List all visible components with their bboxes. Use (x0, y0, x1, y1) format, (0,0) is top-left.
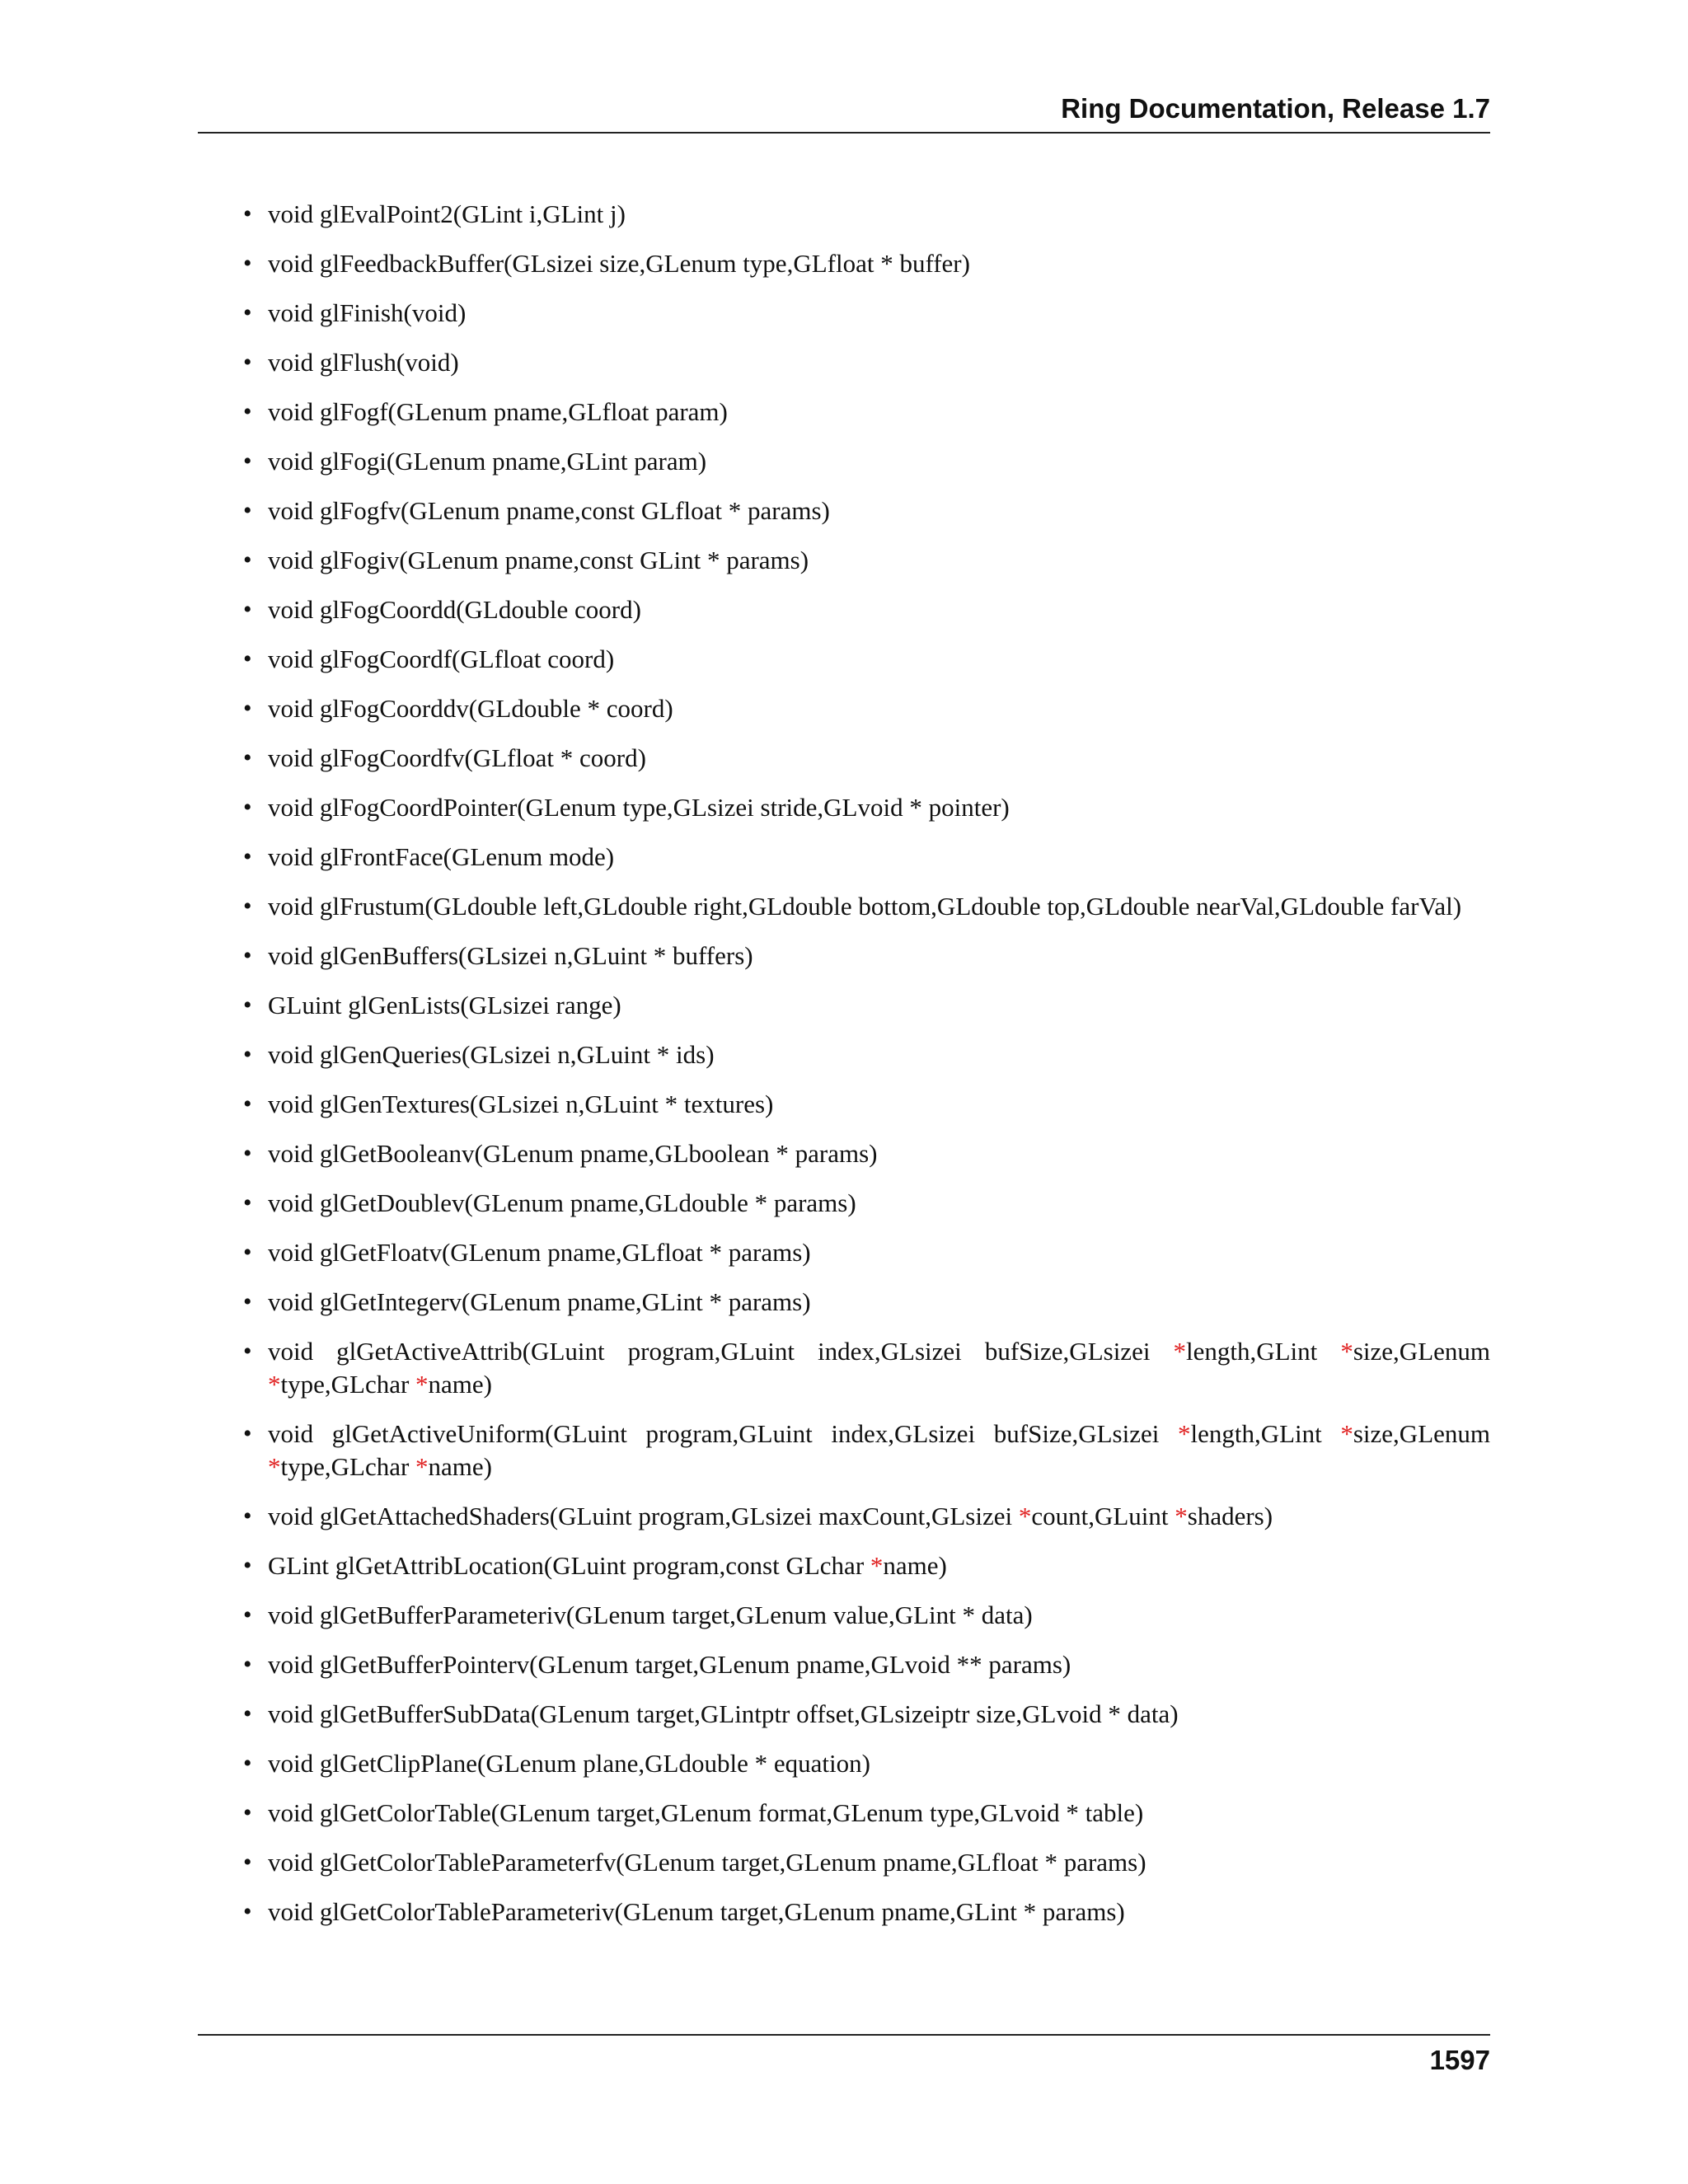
signature-text: count,GLuint (1031, 1502, 1175, 1530)
function-signature-item (268, 1599, 1490, 1632)
function-signature-item (268, 742, 1490, 775)
function-signature-item (268, 1418, 1490, 1483)
signature-text: void glFogCoorddv(GLdouble * coord) (268, 694, 673, 723)
function-signature-item (268, 1549, 1490, 1582)
pointer-star-highlight: * (268, 1370, 281, 1399)
pointer-star-highlight: * (415, 1370, 429, 1399)
signature-text: GLuint glGenLists(GLsizei range) (268, 991, 621, 1019)
function-signature-item (268, 890, 1490, 923)
signature-text: void glGenTextures(GLsizei n,GLuint * textures) (268, 1090, 774, 1118)
function-list (268, 198, 1490, 1945)
signature-text: void glFeedbackBuffer(GLsizei size,GLenum type,GLfloat * buffer) (268, 249, 970, 278)
signature-text: void glFogCoordf(GLfloat coord) (268, 644, 615, 673)
document-title: Ring Documentation, Release 1.7 (1061, 93, 1490, 124)
function-signature-item (268, 1500, 1490, 1533)
signature-text: void glFogCoordPointer(GLenum type,GLsizei stride,GLvoid * pointer) (268, 793, 1010, 822)
function-signature-item (268, 1797, 1490, 1830)
signature-text: void glGetBooleanv(GLenum pname,GLboolean * params) (268, 1139, 878, 1168)
function-signature-item (268, 1698, 1490, 1731)
signature-text: size,GLenum (1353, 1419, 1490, 1448)
signature-text: void glGetIntegerv(GLenum pname,GLint * params) (268, 1287, 811, 1316)
function-signature-item (268, 1747, 1490, 1780)
signature-text: void glGetColorTableParameteriv(GLenum target,GLenum pname,GLint * params) (268, 1897, 1125, 1926)
signature-text: void glGetColorTableParameterfv(GLenum target,GLenum pname,GLfloat * params) (268, 1848, 1146, 1877)
signature-text: shaders) (1187, 1502, 1273, 1530)
pointer-star-highlight: * (1018, 1502, 1032, 1530)
function-signature-item (268, 791, 1490, 824)
function-signature-item (268, 396, 1490, 429)
pointer-star-highlight: * (1173, 1337, 1186, 1366)
signature-text: length,GLint (1186, 1337, 1341, 1366)
signature-text: void glFogCoordfv(GLfloat * coord) (268, 743, 646, 772)
signature-text: void glGetClipPlane(GLenum plane,GLdouble * equation) (268, 1749, 870, 1778)
pointer-star-highlight: * (415, 1452, 429, 1481)
signature-text: void glFogCoordd(GLdouble coord) (268, 595, 641, 624)
function-signature-item (268, 1137, 1490, 1170)
page-number: 1597 (1429, 2045, 1490, 2075)
function-signature-item (268, 1896, 1490, 1929)
signature-text: GLint glGetAttribLocation(GLuint program,const GLchar (268, 1551, 870, 1580)
function-signature-item (268, 494, 1490, 527)
signature-text: size,GLenum (1353, 1337, 1490, 1366)
function-signature-item (268, 593, 1490, 626)
function-signature-item (268, 643, 1490, 676)
pointer-star-highlight: * (1175, 1502, 1188, 1530)
page-footer (198, 2034, 1490, 2075)
signature-text: void glGetDoublev(GLenum pname,GLdouble * params) (268, 1188, 856, 1217)
signature-text: void glFogfv(GLenum pname,const GLfloat * params) (268, 496, 830, 525)
function-signature-item (268, 1335, 1490, 1401)
signature-text: void glGetActiveAttrib(GLuint program,GLuint index,GLsizei bufSize,GLsizei (268, 1337, 1174, 1366)
signature-text: name) (428, 1370, 493, 1399)
function-signature-item (268, 1286, 1490, 1319)
function-signature-item (268, 544, 1490, 577)
pointer-star-highlight: * (1340, 1419, 1353, 1448)
signature-text: void glFogf(GLenum pname,GLfloat param) (268, 397, 728, 426)
signature-text: void glGenQueries(GLsizei n,GLuint * ids) (268, 1040, 715, 1069)
function-signature-item (268, 841, 1490, 874)
function-signature-item (268, 989, 1490, 1022)
signature-text: type,GLchar (280, 1370, 416, 1399)
signature-text: name) (883, 1551, 947, 1580)
page-header (198, 92, 1490, 134)
signature-text: length,GLint (1190, 1419, 1341, 1448)
function-signature-item (268, 346, 1490, 379)
signature-text: void glGetBufferPointerv(GLenum target,GLenum pname,GLvoid ** params) (268, 1650, 1071, 1679)
signature-text: void glGetAttachedShaders(GLuint program,GLsizei maxCount,GLsizei (268, 1502, 1019, 1530)
signature-text: void glFogiv(GLenum pname,const GLint * params) (268, 546, 809, 574)
function-signature-item (268, 940, 1490, 972)
function-signature-item (268, 1088, 1490, 1121)
function-signature-item (268, 198, 1490, 231)
function-signature-item (268, 1648, 1490, 1681)
signature-text: void glGetBufferSubData(GLenum target,GLintptr offset,GLsizeiptr size,GLvoid * data) (268, 1699, 1179, 1728)
pointer-star-highlight: * (268, 1452, 281, 1481)
function-signature-item (268, 1846, 1490, 1879)
signature-text: void glEvalPoint2(GLint i,GLint j) (268, 199, 626, 228)
signature-text: void glGetColorTable(GLenum target,GLenum format,GLenum type,GLvoid * table) (268, 1798, 1144, 1827)
signature-text: void glGetFloatv(GLenum pname,GLfloat * params) (268, 1238, 811, 1267)
function-signature-item (268, 1236, 1490, 1269)
signature-text: type,GLchar (280, 1452, 416, 1481)
function-signature-item (268, 1187, 1490, 1220)
signature-text: void glFrustum(GLdouble left,GLdouble right,GLdouble bottom,GLdouble top,GLdouble nearVal,GLdouble farVal) (268, 892, 1462, 921)
pointer-star-highlight: * (1177, 1419, 1191, 1448)
signature-text: void glFinish(void) (268, 298, 467, 327)
signature-text: name) (428, 1452, 493, 1481)
signature-text: void glGenBuffers(GLsizei n,GLuint * buffers) (268, 941, 753, 970)
pointer-star-highlight: * (870, 1551, 884, 1580)
function-signature-item (268, 247, 1490, 280)
signature-text: void glFrontFace(GLenum mode) (268, 842, 615, 871)
function-signature-item (268, 297, 1490, 330)
function-signature-item (268, 692, 1490, 725)
signature-text: void glFlush(void) (268, 348, 459, 377)
signature-text: void glGetBufferParameteriv(GLenum target,GLenum value,GLint * data) (268, 1601, 1033, 1629)
function-signature-item (268, 445, 1490, 478)
pointer-star-highlight: * (1340, 1337, 1353, 1366)
signature-text: void glFogi(GLenum pname,GLint param) (268, 447, 707, 476)
function-signature-item (268, 1038, 1490, 1071)
signature-text: void glGetActiveUniform(GLuint program,GLuint index,GLsizei bufSize,GLsizei (268, 1419, 1178, 1448)
